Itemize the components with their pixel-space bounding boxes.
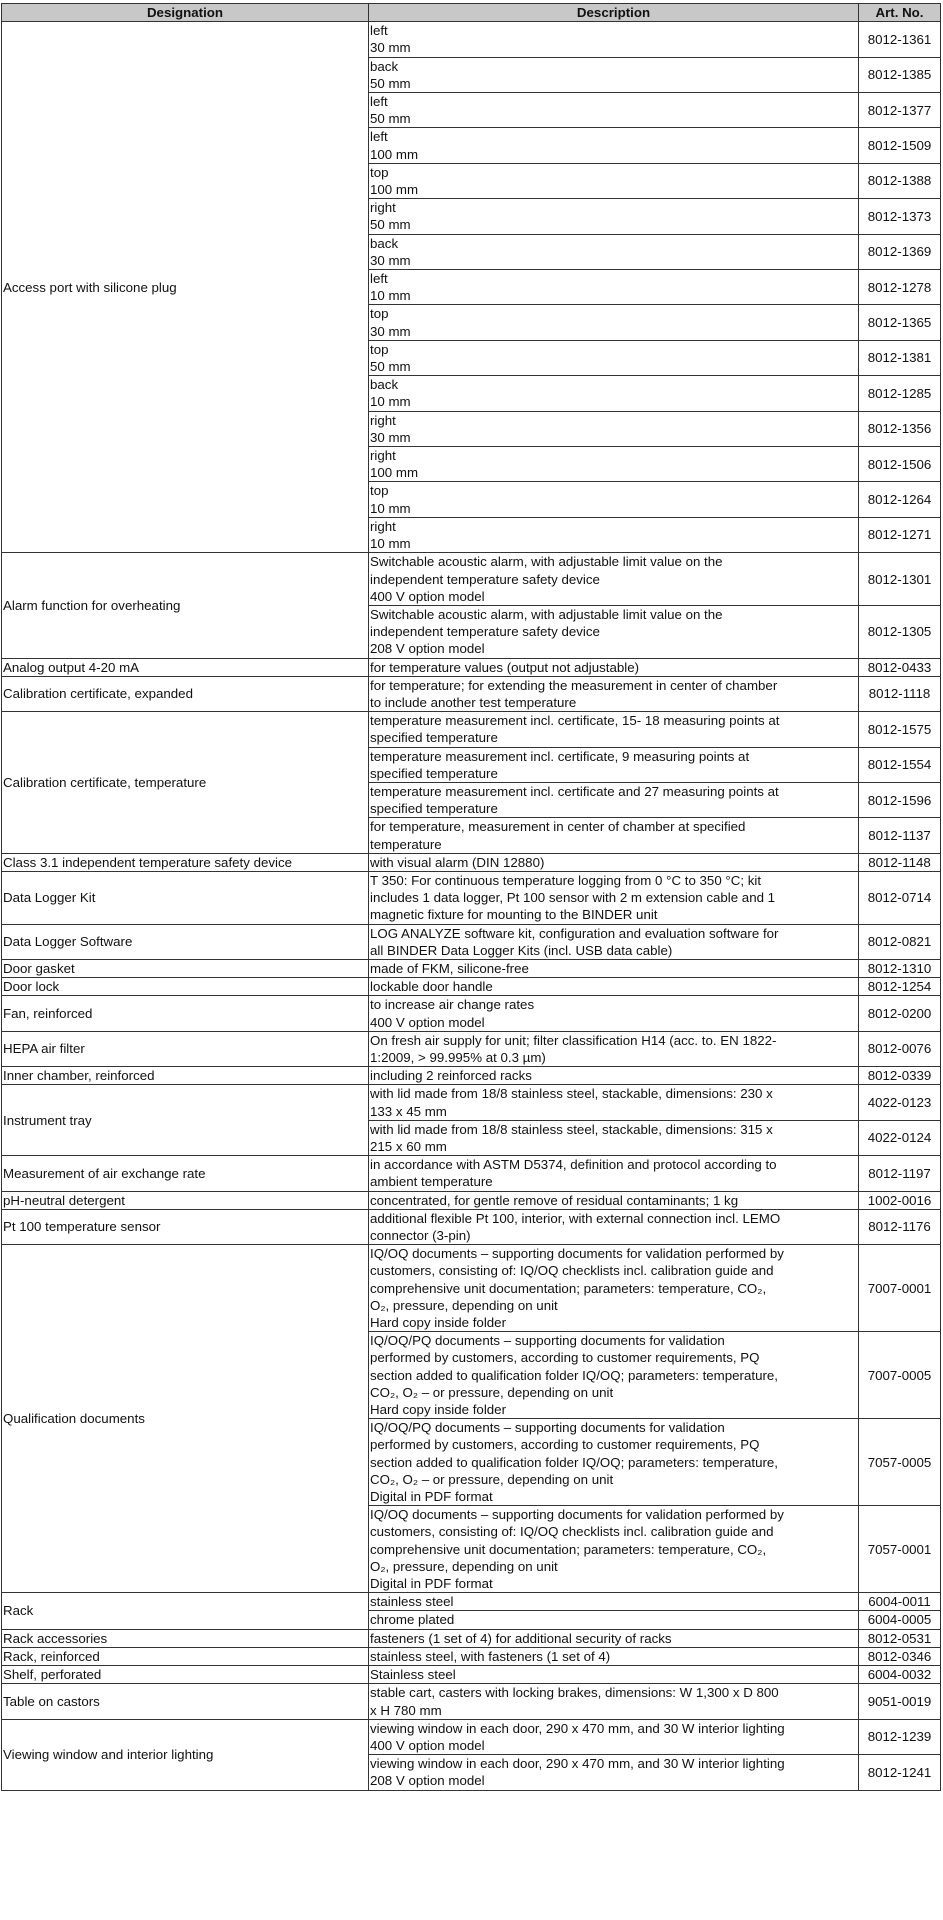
art-no-cell: 8012-1264 — [859, 482, 941, 517]
description-cell: right 100 mm — [369, 447, 859, 482]
description-cell: right 10 mm — [369, 517, 859, 552]
description-cell: top 30 mm — [369, 305, 859, 340]
description-cell: right 30 mm — [369, 411, 859, 446]
art-no-cell: 8012-1310 — [859, 959, 941, 977]
art-no-cell: 8012-1365 — [859, 305, 941, 340]
art-no-cell: 8012-1373 — [859, 199, 941, 234]
table-row — [2, 22, 941, 57]
description-cell: IQ/OQ/PQ documents – supporting documents for validation performed by customers, according to customer requirements, PQ section added to qualification folder IQ/OQ; parameters: temperature, CO₂, O₂ – or pressure, depending on unit Digital in PDF format — [369, 1419, 859, 1506]
table-row — [2, 1191, 941, 1209]
description-cell: left 10 mm — [369, 270, 859, 305]
table-row — [2, 1719, 941, 1754]
description-cell: left 100 mm — [369, 128, 859, 163]
description-cell: stable cart, casters with locking brakes, dimensions: W 1,300 x D 800 x H 780 mm — [369, 1684, 859, 1719]
designation-cell: Data Logger Software — [2, 924, 369, 959]
table-row — [2, 1684, 941, 1719]
description-cell: lockable door handle — [369, 978, 859, 996]
description-cell: left 50 mm — [369, 93, 859, 128]
description-cell: back 10 mm — [369, 376, 859, 411]
description-cell: with lid made from 18/8 stainless steel, stackable, dimensions: 315 x 215 x 60 mm — [369, 1120, 859, 1155]
table-row — [2, 1647, 941, 1665]
description-cell: with lid made from 18/8 stainless steel, stackable, dimensions: 230 x 133 x 45 mm — [369, 1085, 859, 1120]
designation-cell: Calibration certificate, expanded — [2, 676, 369, 711]
table-row — [2, 1031, 941, 1066]
table-row — [2, 924, 941, 959]
description-cell: left 30 mm — [369, 22, 859, 57]
table-row — [2, 959, 941, 977]
art-no-cell: 8012-1356 — [859, 411, 941, 446]
description-cell: for temperature; for extending the measurement in center of chamber to include another test temperature — [369, 676, 859, 711]
art-no-cell: 8012-1596 — [859, 782, 941, 817]
designation-cell: Class 3.1 independent temperature safety device — [2, 853, 369, 871]
art-no-cell: 8012-1197 — [859, 1156, 941, 1191]
art-no-header: Art. No. — [859, 4, 941, 22]
art-no-cell: 6004-0011 — [859, 1593, 941, 1611]
description-cell: for temperature, measurement in center of chamber at specified temperature — [369, 818, 859, 853]
description-cell: concentrated, for gentle remove of residual contaminants; 1 kg — [369, 1191, 859, 1209]
description-header: Description — [369, 4, 859, 22]
description-cell: viewing window in each door, 290 x 470 mm, and 30 W interior lighting 400 V option model — [369, 1719, 859, 1754]
table-row — [2, 1085, 941, 1120]
art-no-cell: 8012-0076 — [859, 1031, 941, 1066]
description-cell: IQ/OQ documents – supporting documents for validation performed by customers, consisting of: IQ/OQ checklists incl. calibration guide and comprehensive unit documentation; parameters: temperature, CO₂, O₂, pressure, depending on unit Hard copy inside folder — [369, 1245, 859, 1332]
description-cell: back 50 mm — [369, 57, 859, 92]
table-row — [2, 978, 941, 996]
art-no-cell: 8012-1575 — [859, 712, 941, 747]
art-no-cell: 8012-1148 — [859, 853, 941, 871]
art-no-cell: 8012-1176 — [859, 1209, 941, 1244]
art-no-cell: 8012-1305 — [859, 605, 941, 658]
table-body — [2, 22, 941, 1790]
table-row — [2, 712, 941, 747]
art-no-cell: 8012-1554 — [859, 747, 941, 782]
description-cell: back 30 mm — [369, 234, 859, 269]
table-row — [2, 1156, 941, 1191]
art-no-cell: 6004-0005 — [859, 1611, 941, 1629]
table-row — [2, 1067, 941, 1085]
art-no-cell: 4022-0123 — [859, 1085, 941, 1120]
description-cell: temperature measurement incl. certificate, 9 measuring points at specified temperature — [369, 747, 859, 782]
designation-cell: Measurement of air exchange rate — [2, 1156, 369, 1191]
table-row — [2, 1593, 941, 1611]
art-no-cell: 8012-0531 — [859, 1629, 941, 1647]
description-cell: Switchable acoustic alarm, with adjustable limit value on the independent temperature safety device 400 V option model — [369, 553, 859, 606]
description-cell: IQ/OQ/PQ documents – supporting documents for validation performed by customers, according to customer requirements, PQ section added to qualification folder IQ/OQ; parameters: temperature, CO₂, O₂ – or pressure, depending on unit Hard copy inside folder — [369, 1332, 859, 1419]
description-cell: top 100 mm — [369, 163, 859, 198]
description-cell: in accordance with ASTM D5374, definition and protocol according to ambient temperature — [369, 1156, 859, 1191]
art-no-cell: 8012-0346 — [859, 1647, 941, 1665]
description-cell: Stainless steel — [369, 1666, 859, 1684]
art-no-cell: 8012-1381 — [859, 340, 941, 375]
table-row — [2, 676, 941, 711]
art-no-cell: 8012-1137 — [859, 818, 941, 853]
art-no-cell: 8012-0821 — [859, 924, 941, 959]
description-cell: On fresh air supply for unit; filter classification H14 (acc. to. EN 1822- 1:2009, > 99.995% at 0.3 µm) — [369, 1031, 859, 1066]
designation-cell: pH-neutral detergent — [2, 1191, 369, 1209]
art-no-cell: 8012-1509 — [859, 128, 941, 163]
art-no-cell: 1002-0016 — [859, 1191, 941, 1209]
description-cell: right 50 mm — [369, 199, 859, 234]
art-no-cell: 8012-1285 — [859, 376, 941, 411]
table-row — [2, 553, 941, 606]
description-cell: IQ/OQ documents – supporting documents for validation performed by customers, consisting of: IQ/OQ checklists incl. calibration guide and comprehensive unit documentation; parameters: temperature, CO₂, O₂, pressure, depending on unit Digital in PDF format — [369, 1506, 859, 1593]
designation-header: Designation — [2, 4, 369, 22]
header-row — [2, 4, 941, 22]
designation-cell: Calibration certificate, temperature — [2, 712, 369, 854]
art-no-cell: 8012-1301 — [859, 553, 941, 606]
table-row — [2, 996, 941, 1031]
art-no-cell: 8012-0339 — [859, 1067, 941, 1085]
description-cell: LOG ANALYZE software kit, configuration and evaluation software for all BINDER Data Logger Kits (incl. USB data cable) — [369, 924, 859, 959]
table-row — [2, 658, 941, 676]
description-cell: T 350: For continuous temperature logging from 0 °C to 350 °C; kit includes 1 data logger, Pt 100 sensor with 2 m extension cable and 1 magnetic fixture for mounting to the BINDER unit — [369, 871, 859, 924]
designation-cell: Viewing window and interior lighting — [2, 1719, 369, 1790]
art-no-cell: 8012-1377 — [859, 93, 941, 128]
art-no-cell: 8012-0714 — [859, 871, 941, 924]
art-no-cell: 8012-1385 — [859, 57, 941, 92]
designation-cell: Analog output 4-20 mA — [2, 658, 369, 676]
art-no-cell: 8012-1506 — [859, 447, 941, 482]
art-no-cell: 8012-1361 — [859, 22, 941, 57]
designation-cell: Pt 100 temperature sensor — [2, 1209, 369, 1244]
designation-cell: Rack — [2, 1593, 369, 1629]
designation-cell: Access port with silicone plug — [2, 22, 369, 553]
description-cell: for temperature values (output not adjustable) — [369, 658, 859, 676]
description-cell: including 2 reinforced racks — [369, 1067, 859, 1085]
description-cell: chrome plated — [369, 1611, 859, 1629]
description-cell: temperature measurement incl. certificate, 15- 18 measuring points at specified temperature — [369, 712, 859, 747]
art-no-cell: 8012-1118 — [859, 676, 941, 711]
art-no-cell: 6004-0032 — [859, 1666, 941, 1684]
table-row — [2, 853, 941, 871]
art-no-cell: 7007-0001 — [859, 1245, 941, 1332]
description-cell: to increase air change rates 400 V option model — [369, 996, 859, 1031]
art-no-cell: 8012-0433 — [859, 658, 941, 676]
description-cell: stainless steel, with fasteners (1 set of 4) — [369, 1647, 859, 1665]
description-cell: viewing window in each door, 290 x 470 mm, and 30 W interior lighting 208 V option model — [369, 1755, 859, 1790]
description-cell: Switchable acoustic alarm, with adjustable limit value on the independent temperature safety device 208 V option model — [369, 605, 859, 658]
description-cell: temperature measurement incl. certificate and 27 measuring points at specified temperature — [369, 782, 859, 817]
art-no-cell: 8012-1388 — [859, 163, 941, 198]
designation-cell: Door lock — [2, 978, 369, 996]
description-cell: made of FKM, silicone-free — [369, 959, 859, 977]
designation-cell: Rack, reinforced — [2, 1647, 369, 1665]
art-no-cell: 8012-1271 — [859, 517, 941, 552]
art-no-cell: 8012-1278 — [859, 270, 941, 305]
art-no-cell: 8012-1241 — [859, 1755, 941, 1790]
art-no-cell: 9051-0019 — [859, 1684, 941, 1719]
table-row — [2, 1629, 941, 1647]
art-no-cell: 8012-0200 — [859, 996, 941, 1031]
table-row — [2, 1209, 941, 1244]
designation-cell: Fan, reinforced — [2, 996, 369, 1031]
designation-cell: Rack accessories — [2, 1629, 369, 1647]
designation-cell: Qualification documents — [2, 1245, 369, 1593]
table-row — [2, 1245, 941, 1332]
description-cell: top 50 mm — [369, 340, 859, 375]
art-no-cell: 8012-1254 — [859, 978, 941, 996]
designation-cell: Instrument tray — [2, 1085, 369, 1156]
art-no-cell: 8012-1369 — [859, 234, 941, 269]
designation-cell: HEPA air filter — [2, 1031, 369, 1066]
description-cell: fasteners (1 set of 4) for additional security of racks — [369, 1629, 859, 1647]
accessories-table — [1, 3, 941, 1791]
art-no-cell: 7057-0001 — [859, 1506, 941, 1593]
description-cell: stainless steel — [369, 1593, 859, 1611]
art-no-cell: 7057-0005 — [859, 1419, 941, 1506]
table-row — [2, 1666, 941, 1684]
designation-cell: Data Logger Kit — [2, 871, 369, 924]
designation-cell: Table on castors — [2, 1684, 369, 1719]
art-no-cell: 7007-0005 — [859, 1332, 941, 1419]
table-row — [2, 871, 941, 924]
art-no-cell: 4022-0124 — [859, 1120, 941, 1155]
description-cell: top 10 mm — [369, 482, 859, 517]
designation-cell: Alarm function for overheating — [2, 553, 369, 658]
description-cell: additional flexible Pt 100, interior, with external connection incl. LEMO connector (3-pin) — [369, 1209, 859, 1244]
designation-cell: Door gasket — [2, 959, 369, 977]
designation-cell: Shelf, perforated — [2, 1666, 369, 1684]
designation-cell: Inner chamber, reinforced — [2, 1067, 369, 1085]
art-no-cell: 8012-1239 — [859, 1719, 941, 1754]
description-cell: with visual alarm (DIN 12880) — [369, 853, 859, 871]
